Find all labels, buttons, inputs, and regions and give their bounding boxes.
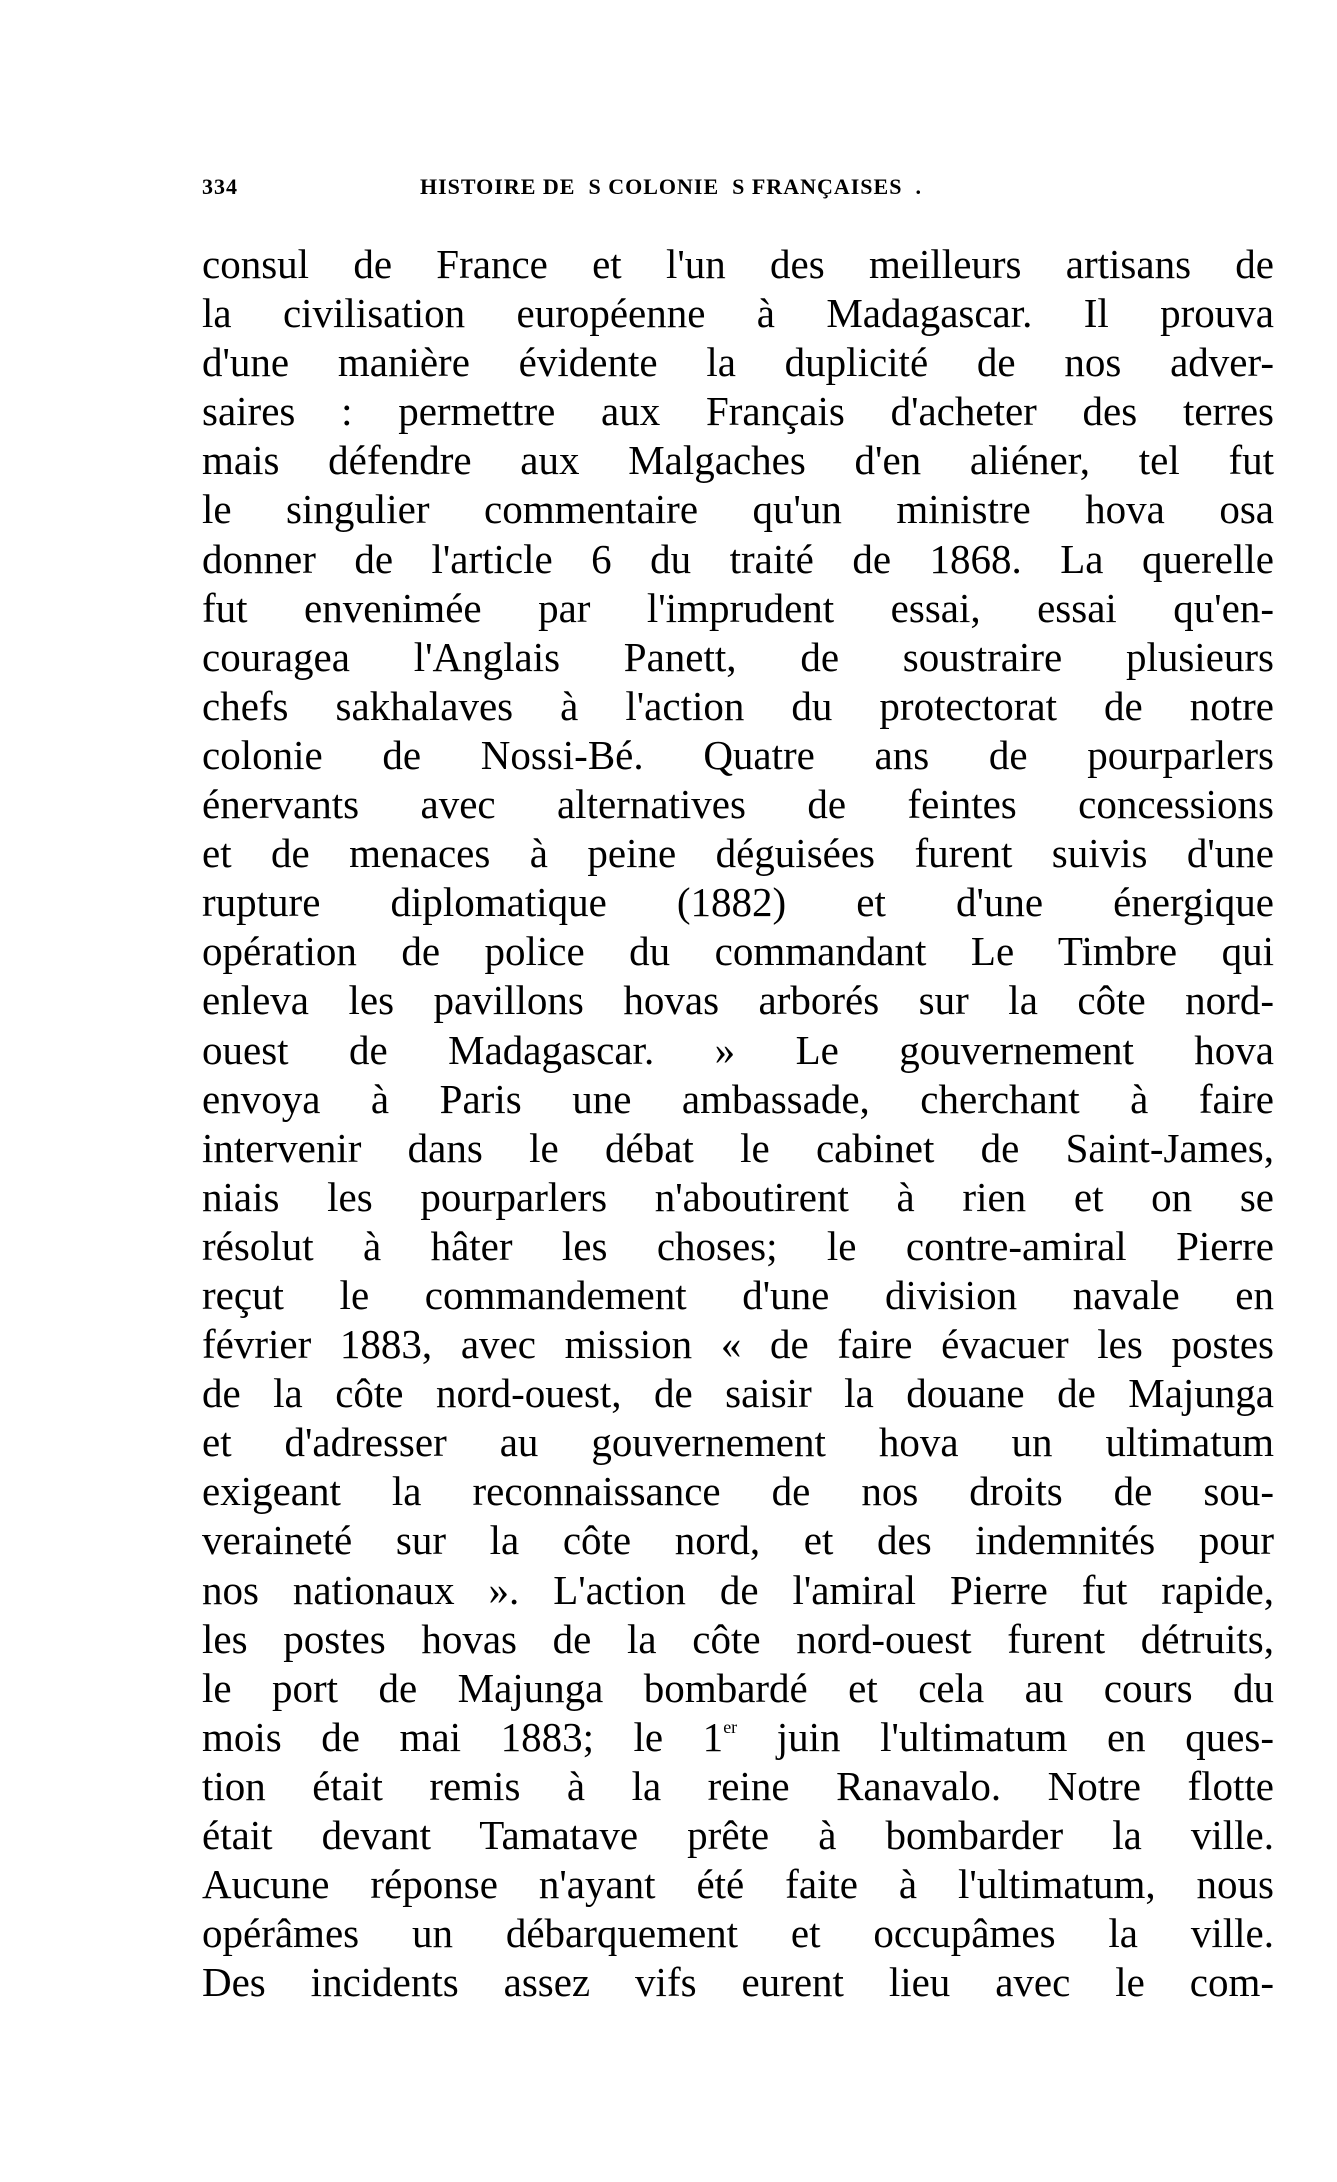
text-line: de la côte nord-ouest, de saisir la douane de Majunga: [202, 1370, 1274, 1417]
text-line: envoya à Paris une ambassade, cherchant à faire: [202, 1075, 1274, 1122]
text-line: veraineté sur la côte nord, et des indemnités pour: [202, 1517, 1274, 1564]
text-line: colonie de Nossi-Bé. Quatre ans de pourparlers: [202, 731, 1274, 778]
text-line: d'une manière évidente la duplicité de nos adver-: [202, 339, 1274, 386]
text-line: consul de France et l'un des meilleurs artisans de: [202, 241, 1274, 287]
text-line: les postes hovas de la côte nord-ouest furent détruits,: [202, 1615, 1274, 1662]
text-line: ouest de Madagascar. » Le gouvernement hova: [202, 1026, 1274, 1073]
text-line: niais les pourparlers n'aboutirent à rien et on se: [202, 1173, 1274, 1220]
running-head: [202, 174, 1274, 208]
text-line: chefs sakhalaves à l'action du protectorat de notre: [202, 682, 1274, 729]
text-line: Aucune réponse n'ayant été faite à l'ultimatum, nous: [202, 1861, 1274, 1908]
text-line: donner de l'article 6 du traité de 1868. La querelle: [202, 535, 1274, 582]
text-line: couragea l'Anglais Panett, de soustraire plusieurs: [202, 633, 1274, 680]
text-line: février 1883, avec mission « de faire évacuer les postes: [202, 1321, 1274, 1368]
superscript: er: [723, 1716, 738, 1737]
text-line: et d'adresser au gouvernement hova un ultimatum: [202, 1419, 1274, 1466]
body-text: [202, 240, 1274, 2007]
text-line: était devant Tamatave prête à bombarder la ville.: [202, 1812, 1274, 1858]
text-line: exigeant la reconnaissance de nos droits de sou-: [202, 1468, 1274, 1515]
text-line: énervants avec alternatives de feintes concessions: [202, 781, 1274, 828]
text-line: la civilisation européenne à Madagascar. Il prouva: [202, 290, 1274, 337]
text-line: opérâmes un débarquement et occupâmes la ville.: [202, 1910, 1274, 1957]
text-line-with-superscript: [202, 1713, 1274, 1762]
text-line: le port de Majunga bombardé et cela au cours du: [202, 1664, 1274, 1711]
text-line: intervenir dans le débat le cabinet de Saint-James,: [202, 1124, 1274, 1171]
line-segment: mois de mai 1883; le 1: [202, 1713, 724, 1760]
text-line: fut envenimée par l'imprudent essai, essai qu'en-: [202, 584, 1274, 631]
line-segment: juin l'ultimatum en ques-: [776, 1713, 1274, 1760]
text-line: nos nationaux ». L'action de l'amiral Pierre fut rapide,: [202, 1566, 1274, 1613]
text-line: opération de police du commandant Le Timbre qui: [202, 928, 1274, 975]
text-line: enleva les pavillons hovas arborés sur la côte nord-: [202, 977, 1274, 1024]
page-number: 334: [202, 174, 238, 199]
text-line: mais défendre aux Malgaches d'en aliéner, tel fut: [202, 437, 1274, 484]
text-line: Des incidents assez vifs eurent lieu avec le com-: [202, 1959, 1274, 2006]
text-line: le singulier commentaire qu'un ministre hova osa: [202, 486, 1274, 533]
text-line: reçut le commandement d'une division navale en: [202, 1271, 1274, 1318]
text-line: et de menaces à peine déguisées furent suivis d'une: [202, 830, 1274, 877]
text-line: saires : permettre aux Français d'acheter des terres: [202, 388, 1274, 435]
text-line: résolut à hâter les choses; le contre-amiral Pierre: [202, 1222, 1274, 1269]
running-title: HISTOIRE DE S COLONIE S FRANÇAISES .: [420, 174, 922, 199]
text-line: tion était remis à la reine Ranavalo. Notre flotte: [202, 1762, 1274, 1809]
text-line: rupture diplomatique (1882) et d'une énergique: [202, 879, 1274, 926]
